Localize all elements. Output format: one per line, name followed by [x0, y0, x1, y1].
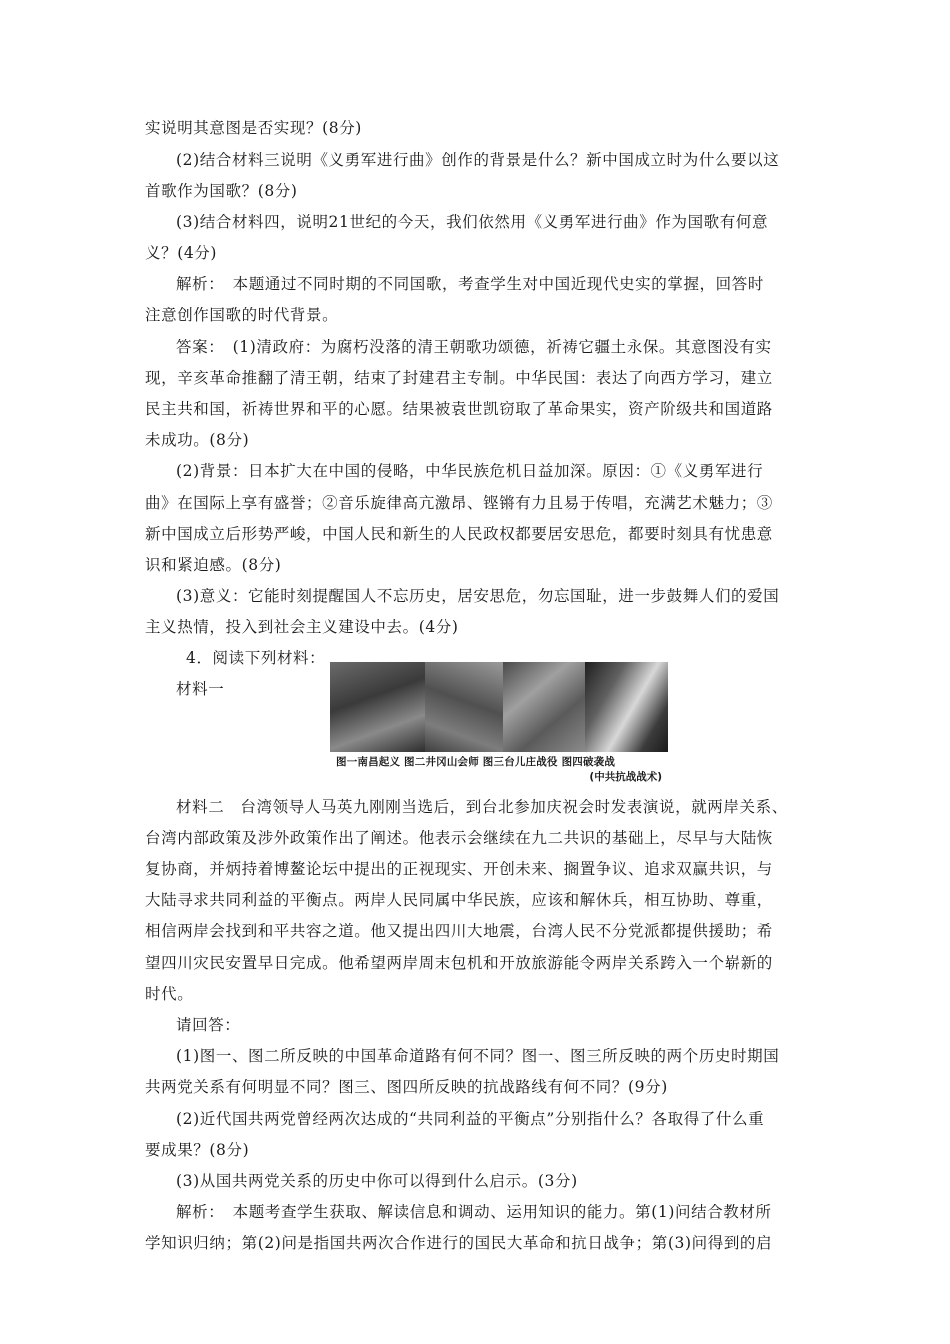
- figure-caption-note: (中共抗战战术): [589, 771, 662, 783]
- text-line: 要成果？(8分): [145, 1141, 250, 1159]
- photo-strip: [330, 662, 668, 752]
- text-line: 相信两岸会找到和平共容之道。他又提出四川大地震，台湾人民不分党派都提供援助；希: [145, 922, 773, 940]
- text-line: (3)结合材料四，说明21世纪的今天，我们依然用《义勇军进行曲》作为国歌有何意: [176, 213, 769, 231]
- text-line: 学知识归纳；第(2)问是指国共两次合作进行的国民大革命和抗日战争；第(3)问得到的启: [145, 1234, 773, 1252]
- text-line: 民主共和国，祈祷世界和平的心愿。结果被袁世凯窃取了革命果实，资产阶级共和国道路: [145, 400, 773, 418]
- text-line: (3)从国共两党关系的历史中你可以得到什么启示。(3分): [176, 1172, 578, 1190]
- text-line: 材料二 台湾领导人马英九刚刚当选后，到台北参加庆祝会时发表演说，就两岸关系、: [176, 798, 788, 816]
- question-heading: 4．阅读下列材料：: [186, 649, 326, 667]
- text-line: (2)结合材料三说明《义勇军进行曲》创作的背景是什么？新中国成立时为什么要以这: [176, 151, 780, 169]
- figure-caption: 图一南昌起义 图二井冈山会师 图三台儿庄战役 图四破袭战: [336, 756, 616, 768]
- text-line: 台湾内部政策及涉外政策作出了阐述。他表示会继续在九二共识的基础上，尽早与大陆恢: [145, 829, 773, 847]
- text-line: 首歌作为国歌？(8分): [145, 182, 298, 200]
- text-line: 答案： (1)清政府：为腐朽没落的清王朝歌功颂德，祈祷它疆土永保。其意图没有实: [176, 338, 772, 356]
- text-line: 解析： 本题考查学生获取、解读信息和调动、运用知识的能力。第(1)问结合教材所: [176, 1203, 772, 1221]
- text-line: 现，辛亥革命推翻了清王朝，结束了封建君主专制。中华民国：表达了向西方学习，建立: [145, 369, 773, 387]
- text-line: 注意创作国歌的时代背景。: [145, 306, 339, 324]
- text-line: 新中国成立后形势严峻，中国人民和新生的人民政权都要居安思危，都要时刻具有忧患意: [145, 525, 773, 543]
- text-line: 实说明其意图是否实现？(8分): [145, 119, 362, 137]
- text-line: 曲》在国际上享有盛誉；②音乐旋律高亢激昂、铿锵有力且易于传唱，充满艺术魅力；③: [145, 494, 773, 512]
- sabotage-warfare-photo: [585, 662, 668, 752]
- text-line: 识和紧迫感。(8分): [145, 556, 282, 574]
- text-line: 主义热情，投入到社会主义建设中去。(4分): [145, 618, 459, 636]
- text-line: 复协商，并炳持着博鳌论坛中提出的正视现实、开创未来、搁置争议、追求双赢共识，与: [145, 860, 773, 878]
- text-line: (3)意义：它能时刻提醒国人不忘历史，居安思危，勿忘国耻，进一步鼓舞人们的爱国: [176, 587, 780, 605]
- taierzhuang-battle-photo: [503, 662, 585, 752]
- material-label: 材料一: [176, 680, 225, 698]
- text-line: 未成功。(8分): [145, 431, 250, 449]
- text-line: 义？(4分): [145, 244, 218, 262]
- text-line: (2)近代国共两党曾经两次达成的“共同利益的平衡点”分别指什么？各取得了什么重: [176, 1110, 765, 1128]
- text-line: 解析： 本题通过不同时期的不同国歌，考查学生对中国近现代史实的掌握，回答时: [176, 275, 764, 293]
- text-line: 时代。: [145, 985, 194, 1003]
- jinggangshan-meeting-photo: [425, 662, 503, 752]
- text-line: (1)图一、图二所反映的中国革命道路有何不同？图一、图三所反映的两个历史时期国: [176, 1047, 780, 1065]
- text-line: 望四川灾民安置早日完成。他希望两岸周末包机和开放旅游能令两岸关系跨入一个崭新的: [145, 954, 773, 972]
- nanchang-uprising-photo: [330, 662, 425, 752]
- text-line: 共两党关系有何明显不同？图三、图四所反映的抗战路线有何不同？(9分): [145, 1078, 668, 1096]
- material-one-figure: [330, 662, 668, 784]
- text-line: 请回答：: [176, 1016, 241, 1034]
- text-line: (2)背景：日本扩大在中国的侵略，中华民族危机日益加深。原因：①《义勇军进行: [176, 462, 764, 480]
- text-line: 大陆寻求共同利益的平衡点。两岸人民同属中华民族，应该和解休兵，相互协助、尊重，: [145, 891, 773, 909]
